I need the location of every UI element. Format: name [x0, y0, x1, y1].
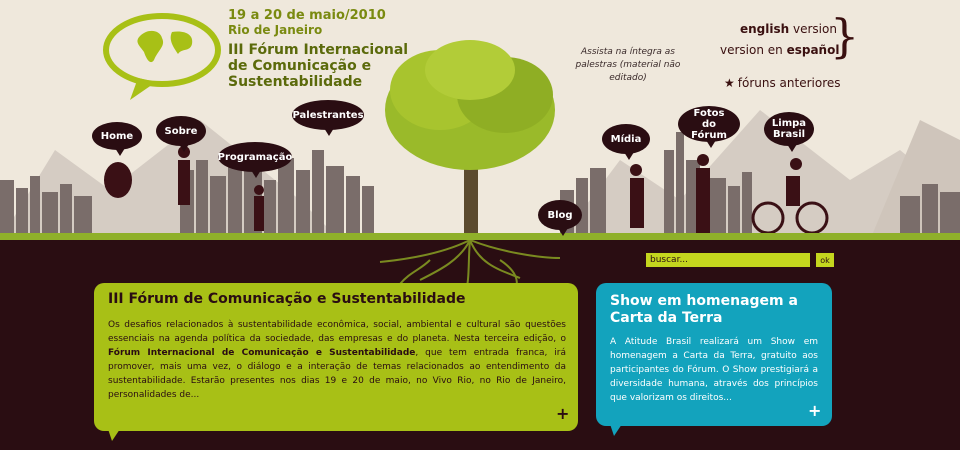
search-button[interactable]: ok: [816, 253, 834, 267]
spanish-label-bold: español: [786, 43, 840, 57]
search-input[interactable]: [646, 253, 810, 267]
english-label-rest: version: [789, 22, 837, 36]
nav-limpa-brasil[interactable]: Limpa Brasil: [764, 112, 814, 146]
main-article-more-plus-icon[interactable]: +: [556, 404, 570, 423]
spanish-label-plain: version en: [720, 43, 787, 57]
english-label-bold: english: [740, 22, 790, 36]
main-article-text-bold: Fórum Internacional de Comunicação e Sustentabilidade: [108, 348, 416, 358]
show-article-title[interactable]: Show em homenagem a Carta da Terra: [610, 293, 798, 326]
nav-sobre[interactable]: Sobre: [156, 116, 206, 146]
spanish-version-link[interactable]: [720, 43, 839, 57]
star-icon: ★: [724, 76, 735, 90]
main-article-title[interactable]: III Fórum de Comunicação e Sustentabilidade: [108, 291, 466, 307]
watch-lectures-link[interactable]: Assista na íntegra as palestras (material não editado): [575, 47, 681, 83]
nav-fotos-do-forum[interactable]: Fotos do Fórum: [678, 106, 740, 142]
nav-palestrantes[interactable]: Palestrantes: [292, 100, 364, 130]
nav-midia[interactable]: Mídia: [602, 124, 650, 154]
past-forums-link[interactable]: [724, 76, 841, 90]
main-article-card: [94, 283, 578, 431]
main-article-text-1: Os desafios relacionados à sustentabilidade econômica, social, ambiental e cultural são questões essenciais na agenda política da sociedade, das empresas e do planeta. Nesta terceira edição, o: [108, 320, 566, 344]
nav-home[interactable]: Home: [92, 122, 142, 150]
past-forums-label: fóruns anteriores: [737, 76, 841, 90]
event-title: III Fórum Internacional de Comunicação e Sustentabilidade: [228, 42, 409, 90]
nav-programacao[interactable]: Programação: [218, 142, 292, 172]
nav-blog[interactable]: Blog: [538, 200, 582, 230]
show-article-more-plus-icon[interactable]: +: [808, 401, 822, 420]
show-article-card: [596, 283, 832, 426]
main-article-body: [108, 318, 566, 402]
grass-band: [0, 233, 960, 240]
show-article-body: A Atitude Brasil realizará um Show em homenagem a Carta da Terra, gratuito aos participantes do Fórum. O Show prestigiará a diversidade humana, através dos princípios que valorizam os direitos...: [610, 337, 818, 403]
english-version-link[interactable]: [740, 22, 837, 36]
globe-speech-logo-icon[interactable]: [100, 8, 225, 103]
event-city: Rio de Janeiro: [228, 23, 323, 37]
event-date: 19 a 20 de maio/2010: [228, 8, 386, 23]
language-brace: }: [830, 9, 860, 63]
main-article-text-2: , que tem entrada franca, irá promover, mais uma vez, o diálogo e a interação de temas relacionados ao entendimento da sustentabilidade. Estarão presentes nos dias 19 e 20 de maio, no Vivo Rio, no Rio de Janeiro, personalidades de...: [108, 348, 566, 400]
